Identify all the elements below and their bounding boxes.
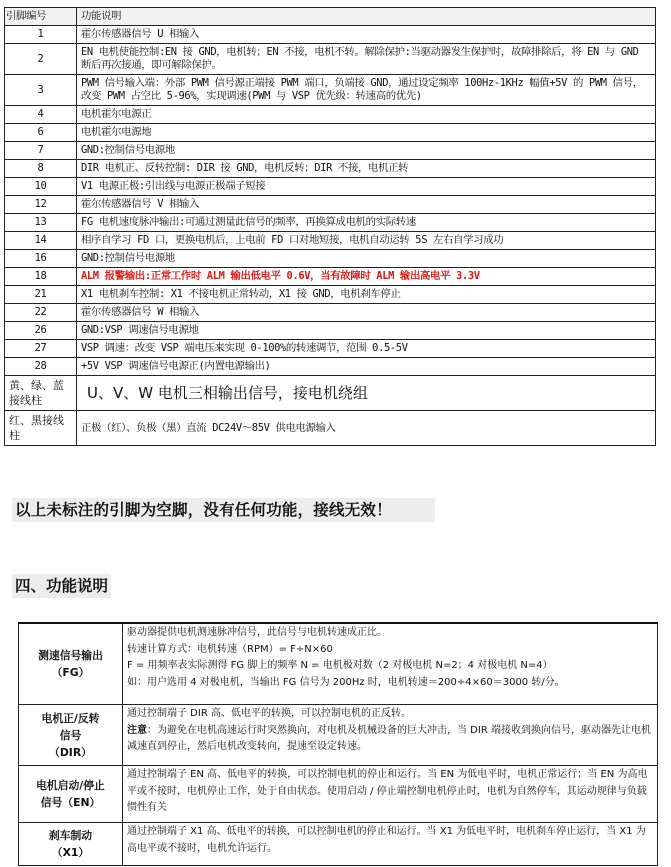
pin-function: PWM 信号输入端：外部 PWM 信号源正端接 PWM 端口，负端接 GND，通过设定频率 100Hz-1KHz 幅值+5V 的 PWM 信号，改变 PWM 占空比 5-96%，实现调速(PWM 与 VSP 优先级：转速高的优先)	[77, 75, 656, 106]
pin-function: V1 电源正极:引出线与电源正极端子短接	[77, 178, 656, 196]
pin-table-header	[5, 8, 656, 26]
pin-row	[5, 142, 656, 160]
pin-number: 6	[5, 124, 77, 142]
pin-function: GND:控制信号电源地	[77, 142, 656, 160]
pin-function: 电机霍尔电源正	[77, 106, 656, 124]
pin-function: ALM 报警输出:正常工作时 ALM 输出低电平 0.6V，当有故障时 ALM 输出高电平 3.3V	[77, 268, 656, 286]
pin-row	[5, 75, 656, 106]
function-row	[19, 623, 658, 705]
paragraph-text: 通过控制端子 DIR 高、低电平的转换，可以控制电机的正反转。	[127, 708, 411, 719]
signal-name-line: （FG）	[51, 666, 90, 679]
pin-number: 26	[5, 322, 77, 340]
function-row	[19, 823, 658, 866]
description-paragraph	[127, 767, 653, 817]
pin-function: GND:控制信号电源地	[77, 250, 656, 268]
signal-description	[123, 623, 658, 705]
pin-row	[5, 106, 656, 124]
paragraph-text: 驱动器提供电机测速脉冲信号，此信号与电机转速成正比。	[127, 627, 387, 638]
pin-row	[5, 178, 656, 196]
pin-row	[5, 322, 656, 340]
note-label: 注意	[127, 724, 147, 736]
signal-name-line: 电机正/反转	[41, 711, 100, 725]
function-table	[18, 622, 658, 866]
pin-number: 22	[5, 304, 77, 322]
signal-name	[19, 766, 123, 823]
pin-number: 21	[5, 286, 77, 304]
description-paragraph	[127, 675, 653, 692]
pin-rows	[5, 26, 656, 376]
pin-number-header: 引脚编号	[5, 8, 77, 26]
pin-row	[5, 196, 656, 214]
terminal-label: 红、黑接线柱	[5, 411, 77, 446]
description-paragraph	[127, 642, 653, 659]
signal-name	[19, 823, 123, 866]
terminal-function: U、V、W 电机三相输出信号，接电机绕组	[77, 376, 656, 411]
function-row	[19, 766, 658, 823]
description-paragraph	[127, 706, 653, 723]
pin-function: EN 电机使能控制:EN 接 GND，电机转；EN 不接，电机不转。解除保护:当驱动器发生保护时，故障排除后，将 EN 与 GND 断后再次接通，即可解除保护。	[77, 44, 656, 75]
description-paragraph	[127, 723, 653, 756]
paragraph-text: 通过控制端子 EN 高、低电平的转换，可以控制电机的停止和运行。当 EN 为低电平时，电机正常运行；当 EN 为高电平或不接时，电机停止工作，处于自由状态。使用启动 / 停止端控制电机停止时，电机为自然停车，其运动规律与负载惯性有关	[127, 769, 648, 813]
description-paragraph	[127, 824, 653, 857]
signal-name-line: （X1）	[51, 846, 90, 859]
pin-row	[5, 160, 656, 178]
signal-name	[19, 623, 123, 705]
signal-description	[123, 705, 658, 766]
pin-number: 3	[5, 75, 77, 106]
pin-function: X1 电机刹车控制: X1 不接电机正常转动，X1 接 GND，电机刹车停止	[77, 286, 656, 304]
signal-name-line: 电机启动/停止	[36, 779, 105, 792]
pin-row	[5, 44, 656, 75]
pin-number: 2	[5, 44, 77, 75]
pin-number: 10	[5, 178, 77, 196]
paragraph-text: 转速计算方式：电机转速（RPM）= F÷N×60	[127, 643, 333, 655]
function-rows	[19, 623, 658, 866]
pin-table	[4, 7, 656, 446]
pin-function: 霍尔传感器信号 V 相输入	[77, 196, 656, 214]
signal-description	[123, 766, 658, 823]
pin-row	[5, 26, 656, 44]
pin-function: 霍尔传感器信号 U 相输入	[77, 26, 656, 44]
signal-name-line: 信号	[59, 728, 82, 742]
pin-row	[5, 232, 656, 250]
pin-number: 27	[5, 340, 77, 358]
signal-name-line: 刹车制动	[48, 829, 93, 842]
terminal-label: 黄、绿、蓝接线柱	[5, 376, 77, 411]
pin-table-body	[5, 8, 656, 26]
section-title: 四、功能说明	[12, 574, 111, 598]
function-row	[19, 705, 658, 766]
paragraph-text: 如：用户选用 4 对极电机，当输出 FG 信号为 200Hz 时，电机转速＝200÷4×60＝3000 转/分。	[127, 676, 565, 688]
paragraph-text: 通过控制端子 X1 高、低电平的转换，可以控制电机的停止和运行。当 X1 为低电平时，电机刹车停止运行，当 X1 为高电平或不接时，电机允许运行。	[127, 826, 646, 854]
pin-function: FG 电机速度脉冲输出:可通过测量此信号的频率，再换算成电机的实际转速	[77, 214, 656, 232]
pin-function: 相序自学习 FD 口，更换电机后，上电前 FD 口对地短接，电机自动运转 5S 左右自学习成功	[77, 232, 656, 250]
signal-name-line: 信号（EN）	[40, 796, 101, 809]
signal-name-line: 测速信号输出	[38, 649, 103, 662]
wire-rows	[5, 376, 656, 446]
pin-function: DIR 电机正、反转控制: DIR 接 GND，电机反转；DIR 不接，电机正转	[77, 160, 656, 178]
pin-row	[5, 304, 656, 322]
paragraph-text: F = 用频率表实际测得 FG 脚上的频率 N = 电机极对数（2 对极电机 N=2；4 对极电机 N=4）	[127, 660, 553, 671]
pin-number: 13	[5, 214, 77, 232]
pin-function: VSP 调速：改变 VSP 端电压来实现 0-100%的转速调节，范围 0.5-5V	[77, 340, 656, 358]
terminal-row	[5, 376, 656, 411]
pin-function: GND:VSP 调速信号电源地	[77, 322, 656, 340]
pin-function: 霍尔传感器信号 W 相输入	[77, 304, 656, 322]
pin-number: 12	[5, 196, 77, 214]
signal-name	[19, 705, 123, 766]
signal-description	[123, 823, 658, 866]
pin-row	[5, 358, 656, 376]
pin-row	[5, 340, 656, 358]
unused-pins-notice: 以上未标注的引脚为空脚，没有任何功能，接线无效！	[12, 498, 435, 522]
pin-number: 14	[5, 232, 77, 250]
description-paragraph	[127, 658, 653, 675]
paragraph-text: ：为避免在电机高速运行时突然换向，对电机及机械设备的巨大冲击，当 DIR 端接收到换向信号，驱动器先让电机减速直到停止，然后电机改变转向，提速至设定转速。	[127, 724, 651, 752]
pin-number: 28	[5, 358, 77, 376]
pin-function-header: 功能说明	[77, 8, 656, 26]
pin-number: 16	[5, 250, 77, 268]
pin-number: 18	[5, 268, 77, 286]
pin-row	[5, 124, 656, 142]
pin-row	[5, 214, 656, 232]
pin-number: 1	[5, 26, 77, 44]
pin-number: 4	[5, 106, 77, 124]
pin-number: 7	[5, 142, 77, 160]
pin-row	[5, 286, 656, 304]
pin-row	[5, 268, 656, 286]
signal-name-line: （DIR）	[49, 745, 92, 759]
pin-number: 8	[5, 160, 77, 178]
pin-function: +5V VSP 调速信号电源正(内置电源输出)	[77, 358, 656, 376]
pin-row	[5, 250, 656, 268]
terminal-row	[5, 411, 656, 446]
terminal-function: 正极（红）、负极（黑）直流 DC24V～85V 供电电源输入	[77, 411, 656, 446]
description-paragraph	[127, 625, 653, 642]
pin-function: 电机霍尔电源地	[77, 124, 656, 142]
